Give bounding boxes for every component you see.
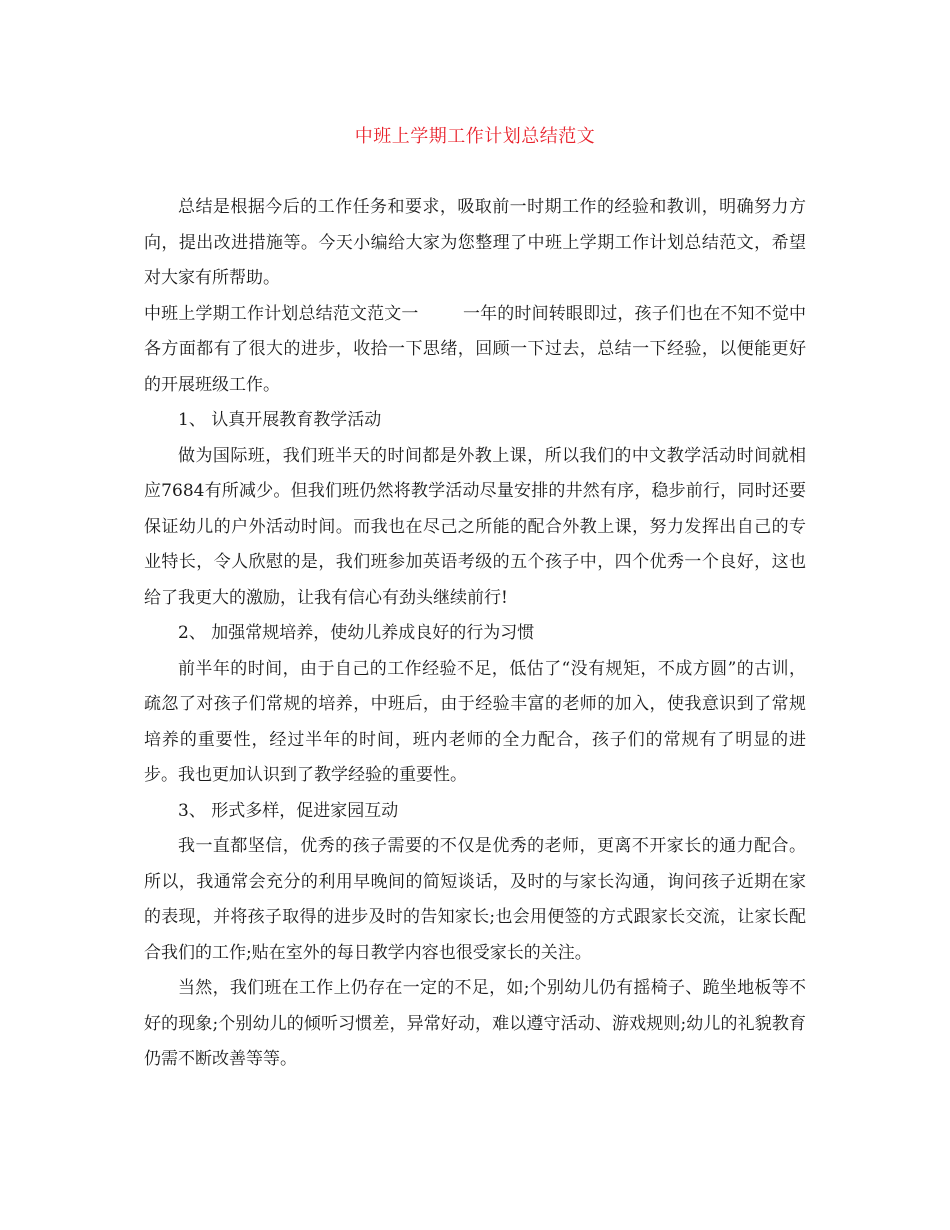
- paragraph-1: 做为国际班，我们班半天的时间都是外教上课，所以我们的中文教学活动时间就相应7684有所减少。但我们班仍然将教学活动尽量安排的井然有序，稳步前行，同时还要保证幼儿的户外活动时间。而我也在尽己之所能的配合外教上课，努力发挥出自己的专业特长，令人欣慰的是，我们班参加英语考级的五个孩子中，四个优秀一个良好，这也给了我更大的激励，让我有信心有劲头继续前行!: [144, 445, 806, 608]
- heading-2: 2、 加强常规培养，使幼儿养成良好的行为习惯: [178, 623, 535, 643]
- paragraph-4: 当然，我们班在工作上仍存在一定的不足，如;个别幼儿仍有摇椅子、跪坐地板等不好的现象;个别幼儿的倾听习惯差，异常好动，难以遵守活动、游戏规则;幼儿的礼貌教育仍需不断改善等等。: [144, 978, 806, 1069]
- section-label: 中班上学期工作计划总结范文范文一: [144, 303, 419, 324]
- section-paragraph: [144, 297, 806, 404]
- intro-paragraph: 总结是根据今后的工作任务和要求，吸取前一时期工作的经验和教训，明确努力方向，提出改进措施等。今天小编给大家为您整理了中班上学期工作计划总结范文，希望对大家有所帮助。: [144, 197, 806, 288]
- paragraph-2: 前半年的时间，由于自己的工作经验不足，低估了“没有规矩，不成方圆”的古训，疏忽了对孩子们常规的培养，中班后，由于经验丰富的老师的加入，使我意识到了常规培养的重要性，经过半年的时间，班内老师的全力配合，孩子们的常规有了明显的进步。我也更加认识到了教学经验的重要性。: [144, 658, 806, 785]
- document-title: 中班上学期工作计划总结范文: [354, 126, 596, 147]
- heading-1: 1、 认真开展教育教学活动: [178, 410, 382, 430]
- document-body: [144, 190, 806, 1078]
- section-opening: 一年的时间转眼即过，孩子们也在不知不觉中各方面都有了很大的进步，收拾一下思绪，回顾一下过去，总结一下经验，以便能更好的开展班级工作。: [144, 303, 807, 395]
- paragraph-3: 我一直都坚信，优秀的孩子需要的不仅是优秀的老师，更离不开家长的通力配合。所以，我通常会充分的利用早晚间的简短谈话，及时的与家长沟通，询问孩子近期在家的表现，并将孩子取得的进步及时的告知家长;也会用便签的方式跟家长交流，让家长配合我们的工作;贴在室外的每日教学内容也很受家长的关注。: [144, 836, 806, 963]
- heading-3: 3、 形式多样，促进家园互动: [178, 800, 399, 821]
